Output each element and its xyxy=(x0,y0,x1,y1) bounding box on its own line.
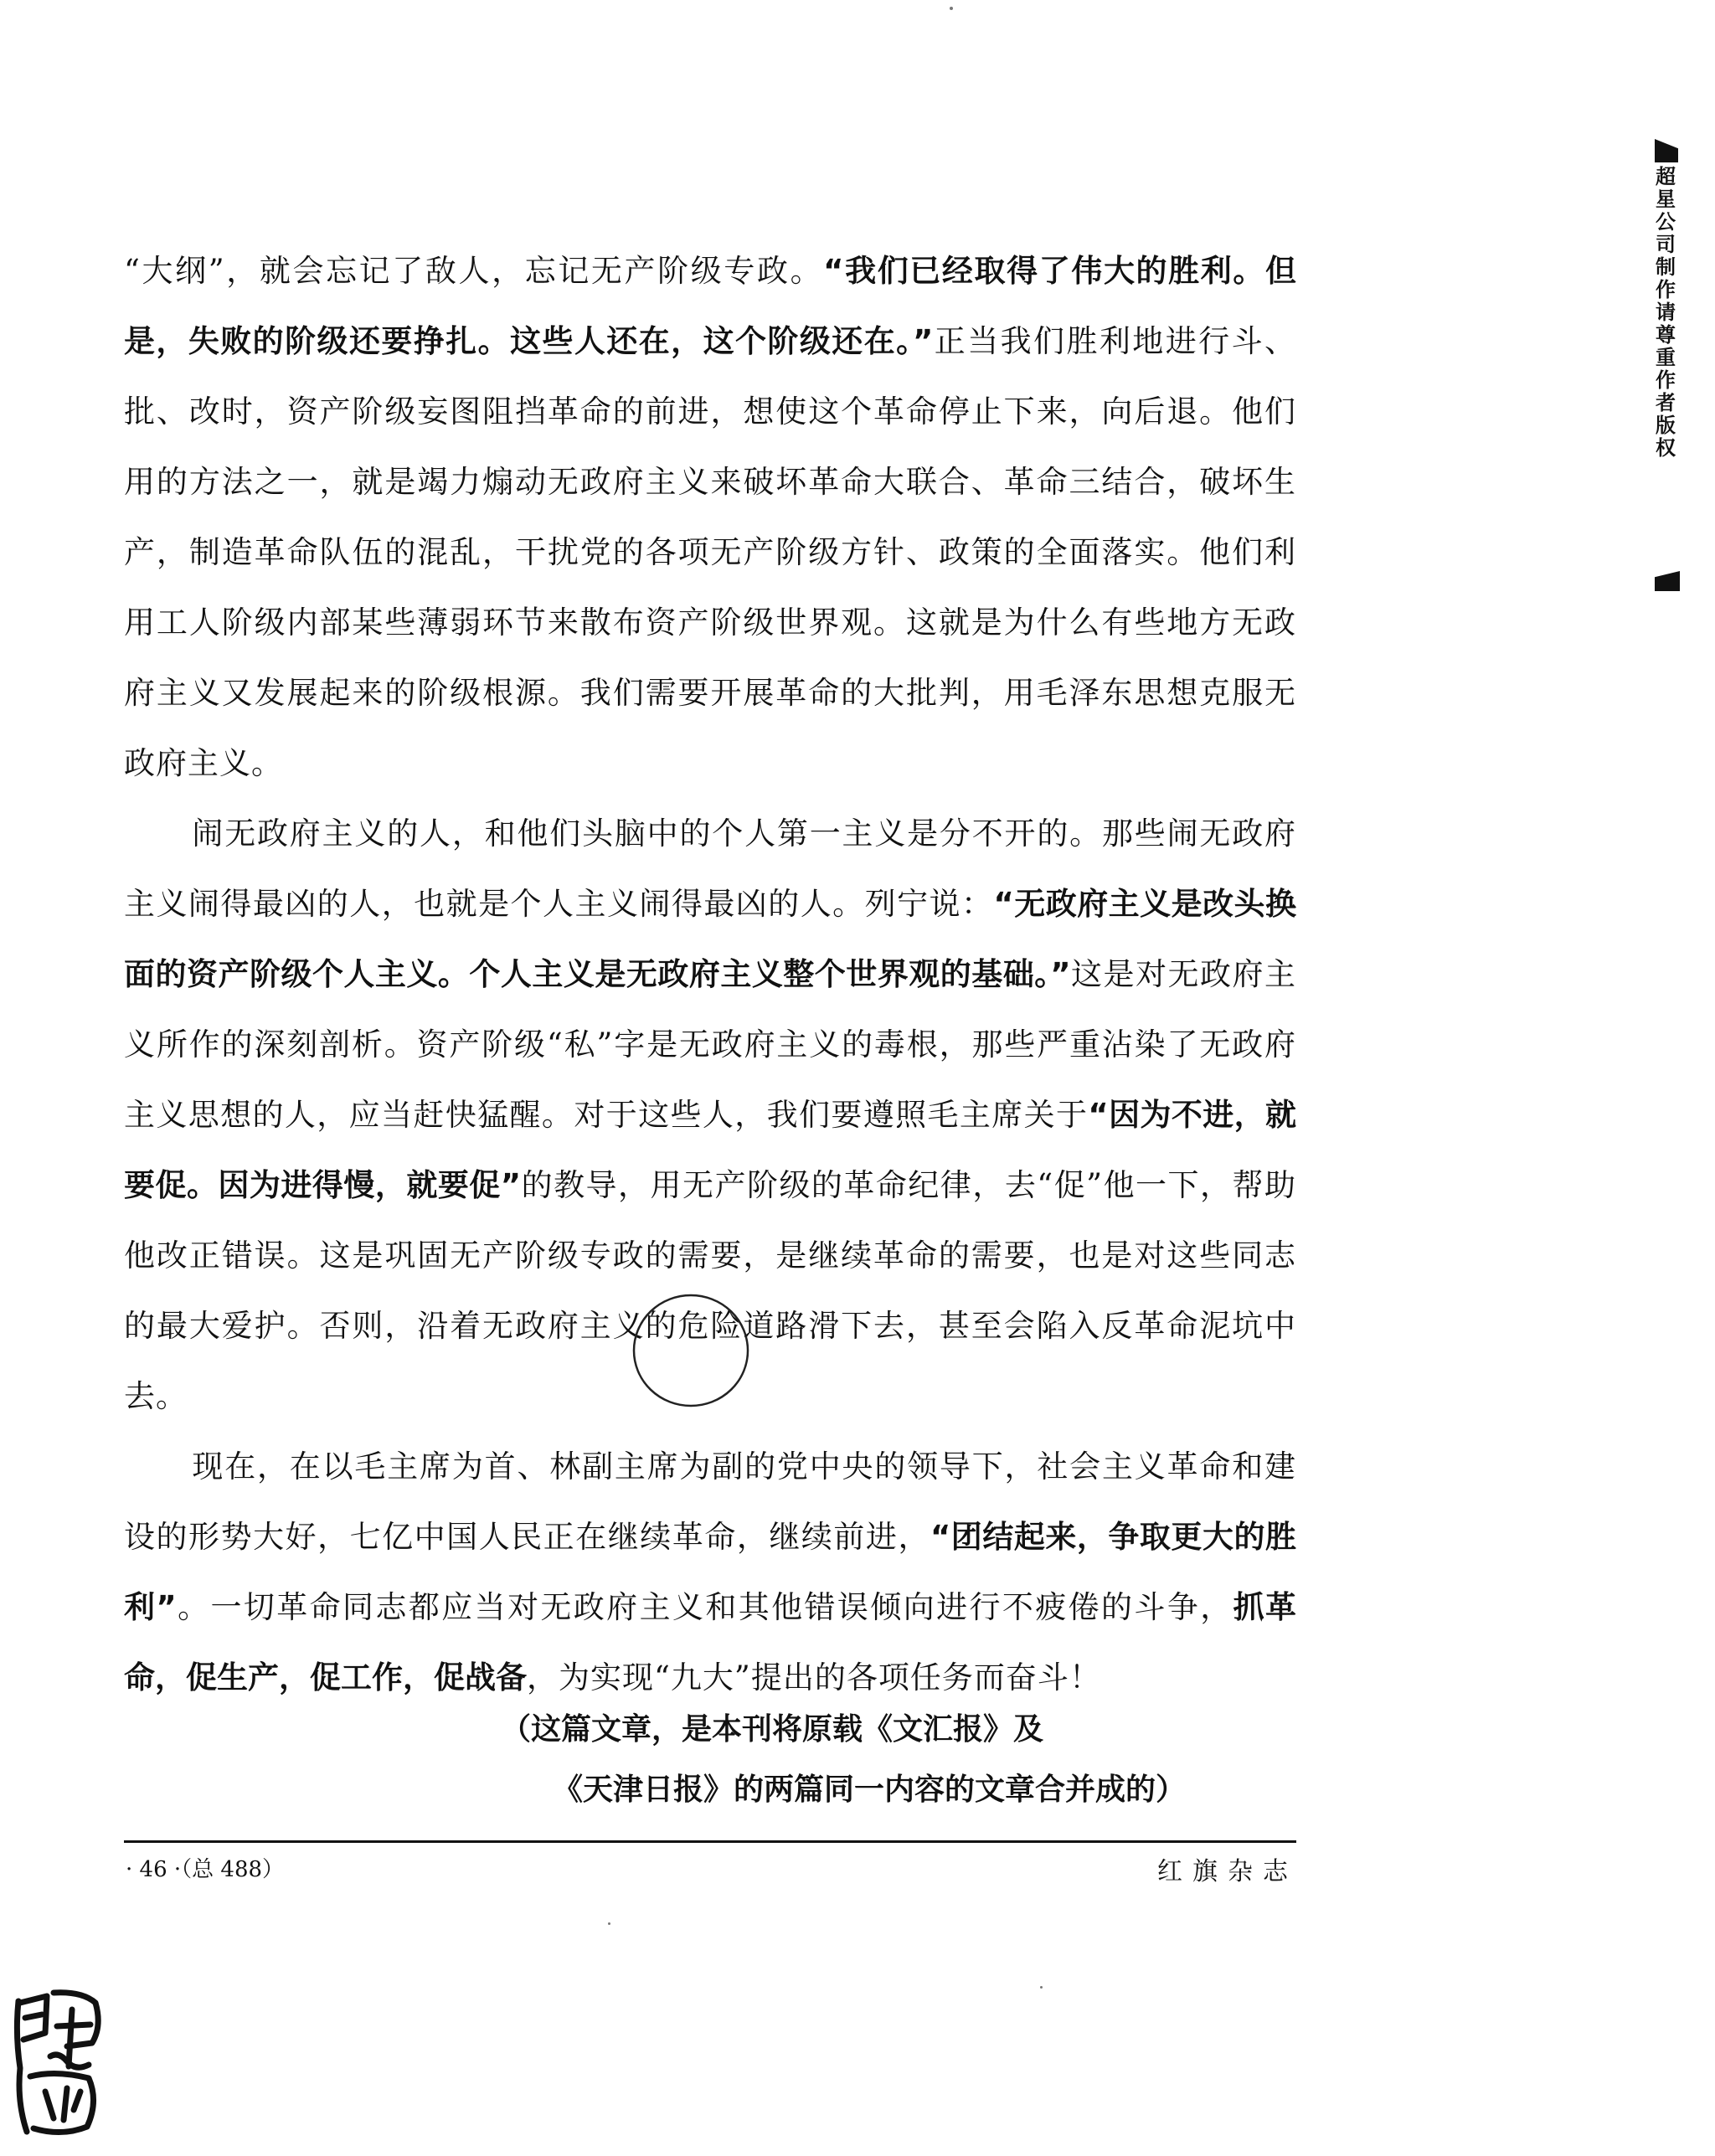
emphasized-quote: “因为不进，就要促。因为进得慢，就要促” xyxy=(124,1097,1297,1203)
side-marker-top xyxy=(1655,139,1678,162)
paragraph-3 xyxy=(124,1432,1296,1713)
article-body xyxy=(124,236,1296,1713)
text-segment: 闹无政府主义的人，和他们头脑中的个人第一主义是分不开的。那些闹无政府主义闹得最凶的人，也就是个人主义闹得最凶的人。列宁说： xyxy=(124,816,1296,922)
footer-divider xyxy=(124,1840,1296,1843)
text-segment: 现在，在以毛主席为首、林副主席为副的党中央的领导下，社会主义革命和建设的形势大好，七亿中国人民正在继续革命，继续前进， xyxy=(124,1448,1296,1555)
source-note-line-2: 《天津日报》的两篇同一内容的文章合并成的） xyxy=(553,1773,1187,1807)
emphasized-quote: “团结起来，争取更大的胜利” xyxy=(124,1519,1296,1625)
emphasized-quote: “我们已经取得了伟大的胜利。但是，失败的阶级还要挣扎。这些人还在，这个阶级还在。” xyxy=(124,253,1296,359)
side-marker-bottom xyxy=(1655,571,1680,591)
text-segment: 正当我们胜利地进行斗、批、改时，资产阶级妄图阻挡革命的前进，想使这个革命停止下来，向后退。他们用的方法之一，就是竭力煽动无政府主义来破坏革命大联合、革命三结合，破坏生产，制造革命队伍的混乱，干扰党的各项无产阶级方针、政策的全面落实。他们利用工人阶级内部某些薄弱环节来散布资产阶级世界观。这就是为什么有些地方无政府主义又发展起来的阶级根源。我们需要开展革命的大批判，用毛泽东思想克服无政府主义。 xyxy=(124,323,1296,781)
paragraph-1 xyxy=(124,236,1296,799)
scan-speck xyxy=(1040,1986,1043,1989)
text-segment: 这是对无政府主义所作的深刻剖析。资产阶级“私”字是无政府主义的毒根，那些严重沾染了无政府主义思想的人，应当赶快猛醒。对于这些人，我们要遵照毛主席关于 xyxy=(124,956,1297,1133)
publication-name: 红旗杂志 xyxy=(1157,1857,1298,1886)
emphasized-quote: “无政府主义是改头换面的资产阶级个人主义。个人主义是无政府主义整个世界观的基础。” xyxy=(124,886,1297,992)
page-number: · 46 ·（总 488） xyxy=(126,1857,285,1882)
circle-mark xyxy=(631,1293,750,1408)
text-segment: “大纲”，就会忘记了敌人，忘记无产阶级专政。 xyxy=(124,253,824,289)
text-segment: ，为实现“九大”提出的各项任务而奋斗！ xyxy=(527,1659,1101,1695)
scan-speck xyxy=(950,7,953,10)
text-segment: 的教导，用无产阶级的革命纪律，去“促”他一下，帮助他改正错误。这是巩固无产阶级专政的需要，是继续革命的需要，也是对这些同志的最大爱护。否则，沿着无政府主义的危险道路滑下去，甚至会陷入反革命泥坑中去。 xyxy=(124,1167,1296,1414)
scan-speck xyxy=(608,1922,610,1925)
emphasized-quote: 抓革命，促生产，促工作，促战备 xyxy=(124,1589,1296,1695)
source-note-line-1: （这篇文章，是本刊将原载《文汇报》及 xyxy=(501,1712,1044,1747)
seal-stamp-icon xyxy=(8,1984,107,2142)
text-segment: 。一切革命同志都应当对无政府主义和其他错误倾向进行不疲倦的斗争， xyxy=(176,1589,1233,1625)
copyright-side-note: 超星公司制作 请尊重作者版权 xyxy=(1656,165,1676,460)
